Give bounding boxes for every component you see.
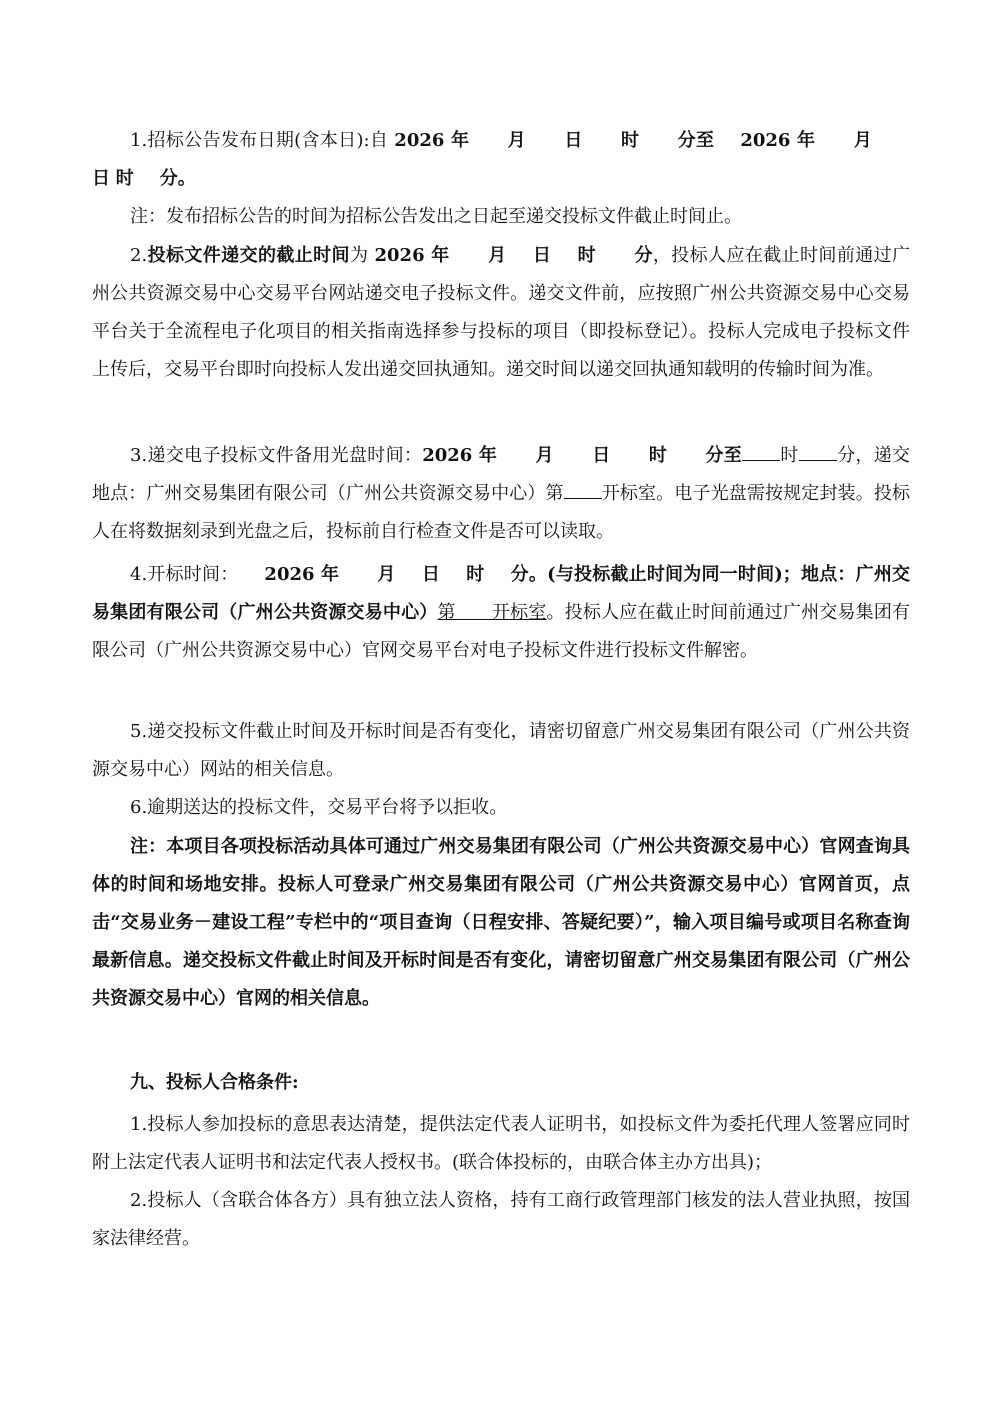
item-6: 6.逾期送达的投标文件，交易平台将予以拒收。	[130, 797, 508, 818]
item-3-disc-time: 3.递交电子投标文件备用光盘时间：2026 年 月 日 时 分至 时 分，递交地点：广州交易集团有限公司（广州公共资源交易中心）第 开标室。电子光盘需按规定封装。投标人在将数据刻录到光盘之后，投标前自行检查文件是否可以读取。	[92, 437, 910, 551]
section-9-condition-2: 2.投标人（含联合体各方）具有独立法人资格，持有工商行政管理部门核发的法人营业执照，按国家法律经营。	[92, 1190, 910, 1249]
item-2-deadline: 2.投标文件递交的截止时间为 2026 年 月 日 时 分，投标人应在截止时间前通过广州公共资源交易中心交易平台网站递交电子投标文件。递交文件前，应按照广州公共资源交易中心交易平台关于全流程电子化项目的相关指南选择参与投标的项目（即投标登记）。投标人完成电子投标文件上传后，交易平台即时向投标人发出递交回执通知。递交时间以递交回执通知载明的传输时间为准。	[92, 245, 911, 380]
blank-hour	[742, 442, 780, 461]
section-9-condition-1: 1.投标人参加投标的意思表达清楚，提供法定代表人证明书，如投标文件为委托代理人签署应同时附上法定代表人证明书和法定代表人授权书。(联合体投标的，由联合体主办方出具)；	[92, 1114, 910, 1173]
opening-room-underlined: 第 开标室	[437, 602, 547, 623]
item-4-opening-time: 4.开标时间： 2026 年 月 日 时 分。(与投标截止时间为同一时间)；地点：广州交易集团有限公司（广州公共资源交易中心）第 开标室。投标人应在截止时间前通过广州交易集团有限公司（广州公共资源交易中心）官网交易平台对电子投标文件进行投标文件解密。	[92, 564, 911, 661]
blank-minute	[799, 442, 837, 461]
item-5: 5.递交投标文件截止时间及开标时间是否有变化，请密切留意广州交易集团有限公司（广州公共资源交易中心）网站的相关信息。	[92, 721, 910, 780]
blank-room	[564, 480, 602, 499]
item-2-bold-heading: 投标文件递交的截止时间	[147, 245, 350, 266]
item-1-publish-date: 1.招标公告发布日期(含本日):自 2026 年 月 日 时 分至 2026 年 月日 时 分。	[92, 130, 873, 189]
section-9-title: 九、投标人合格条件:	[130, 1072, 299, 1093]
note-2-bold: 注：本项目各项投标活动具体可通过广州交易集团有限公司（广州公共资源交易中心）官网查询具体的时间和场地安排。投标人可登录广州交易集团有限公司（广州公共资源交易中心）官网首页，点击“交易业务－建设工程”专栏中的“项目查询（日程安排、答疑纪要）”，输入项目编号或项目名称查询最新信息。递交投标文件截止时间及开标时间是否有变化，请密切留意广州交易集团有限公司（广州公共资源交易中心）官网的相关信息。	[92, 836, 910, 1009]
note-1: 注：发布招标公告的时间为招标公告发出之日起至递交投标文件截止时间止。	[130, 206, 742, 227]
item-1-prefix: 1.招标公告发布日期(含本日):自	[130, 130, 395, 151]
